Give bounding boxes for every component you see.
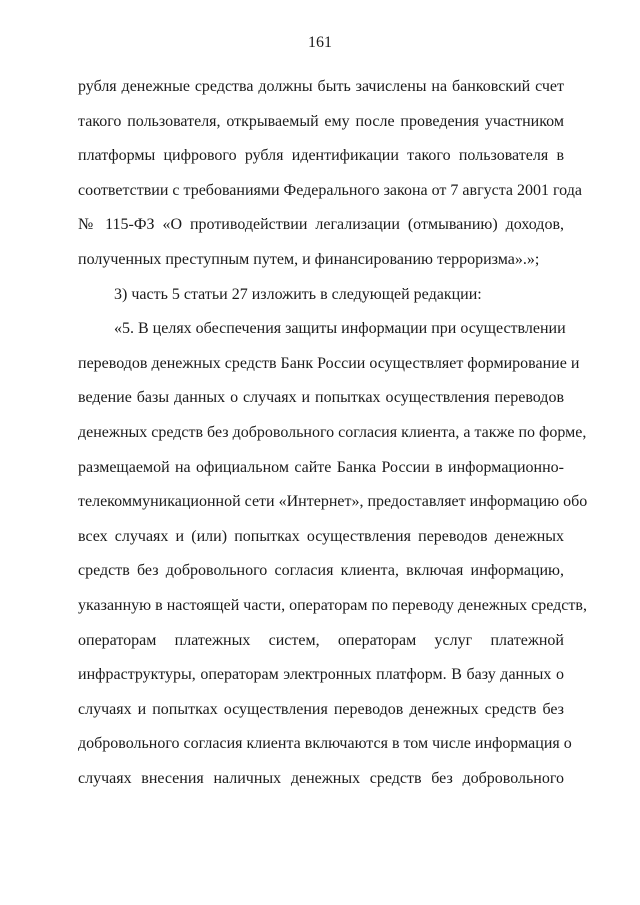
text-line: рубля денежные средства должны быть зачислены на банковский счет xyxy=(78,78,564,95)
text-line: такого пользователя, открываемый ему после проведения участником xyxy=(78,112,564,130)
text-line: 3) часть 5 статьи 27 изложить в следующей редакции: xyxy=(114,285,482,303)
text-line: «5. В целях обеспечения защиты информации при осуществлении xyxy=(114,320,566,338)
text-line: указанную в настоящей части, операторам по переводу денежных средств, xyxy=(78,596,587,614)
text-line: случаях внесения наличных денежных средств без добровольного xyxy=(78,769,564,787)
text-line: ведение базы данных о случаях и попытках осуществления переводов xyxy=(78,389,564,407)
document-body xyxy=(78,70,588,796)
text-line: полученных преступным путем, и финансированию терроризма».»; xyxy=(78,250,540,268)
page-number: 161 xyxy=(308,34,332,51)
text-line: денежных средств без добровольного согласия клиента, а также по форме, xyxy=(78,423,587,441)
text-line: случаях и попытках осуществления переводов денежных средств без xyxy=(78,700,564,718)
text-line: средств без добровольного согласия клиента, включая информацию, xyxy=(78,562,564,580)
text-line: добровольного согласия клиента включаются в том числе информация о xyxy=(78,735,572,753)
text-line: всех случаях и (или) попытках осуществления переводов денежных xyxy=(78,527,564,545)
text-line: телекоммуникационной сети «Интернет», предоставляет информацию обо xyxy=(78,493,588,511)
text-line: размещаемой на официальном сайте Банка России в информационно- xyxy=(78,458,564,476)
text-line: инфраструктуры, операторам электронных платформ. В базу данных о xyxy=(78,666,564,684)
text-line: платформы цифрового рубля идентификации такого пользователя в xyxy=(78,147,564,165)
text-line: соответствии с требованиями Федерального закона от 7 августа 2001 года xyxy=(78,181,582,199)
text-line: № 115-ФЗ «О противодействии легализации (отмыванию) доходов, xyxy=(78,216,564,234)
text-line: операторам платежных систем, операторам услуг платежной xyxy=(78,631,564,649)
text-line: переводов денежных средств Банк России осуществляет формирование и xyxy=(78,354,580,372)
